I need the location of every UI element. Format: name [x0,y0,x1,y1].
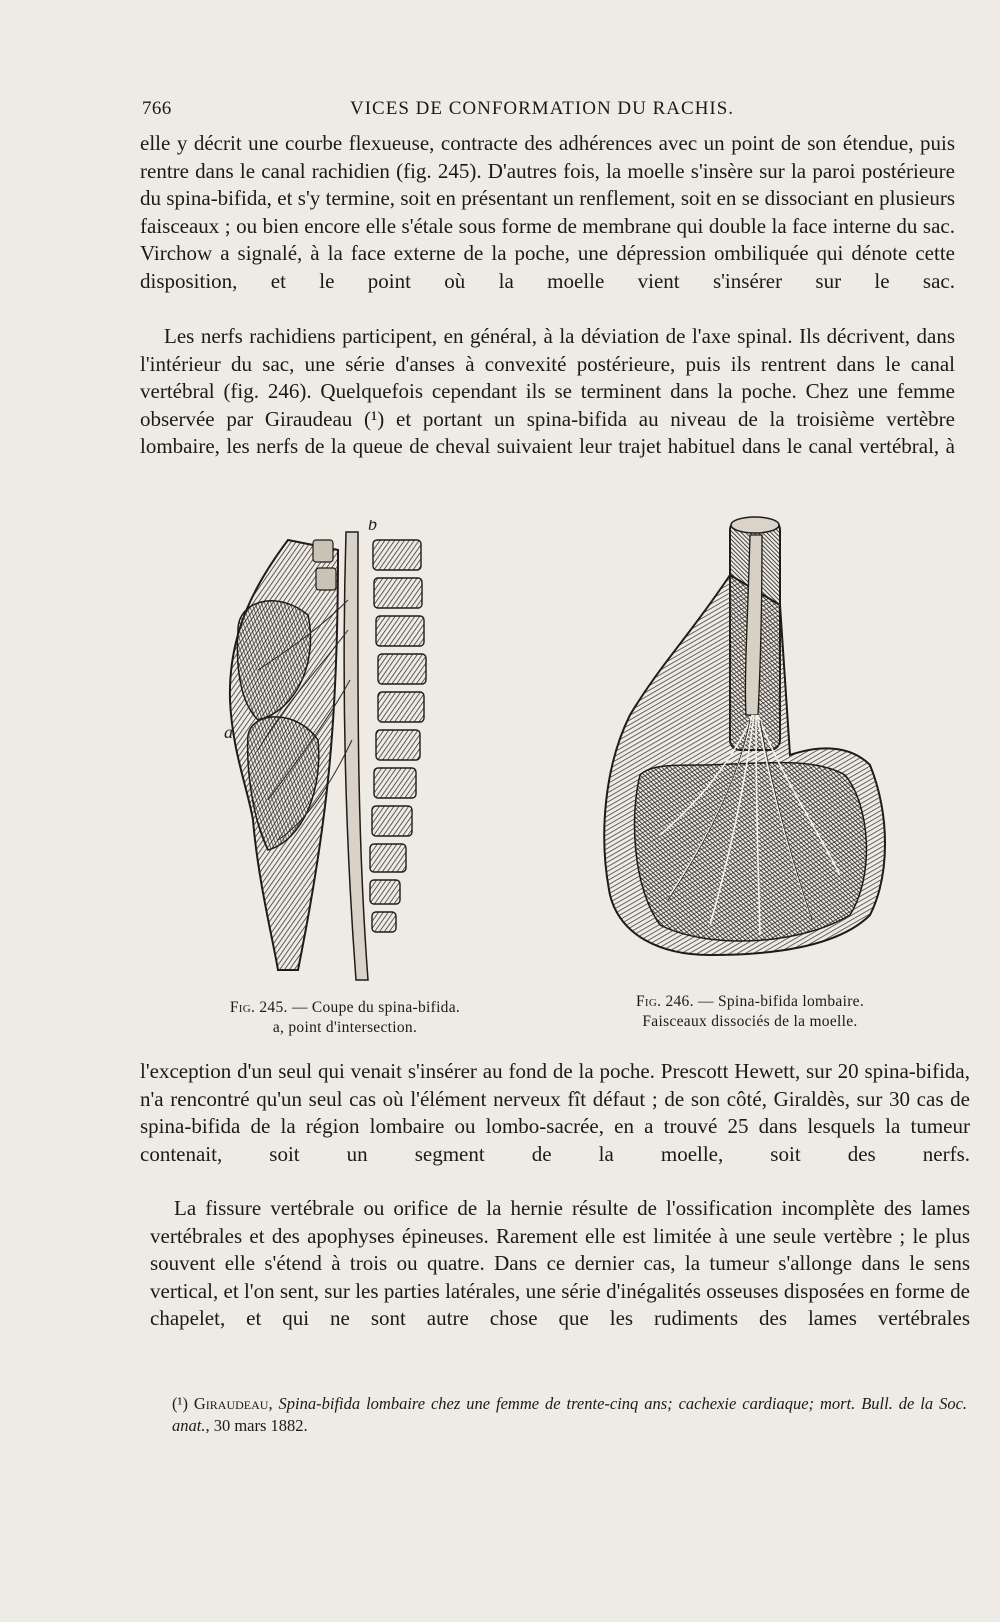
figure-246-caption-text: — Spina-bifida lombaire. [697,993,865,1010]
paragraph-4: La fissure vertébrale ou orifice de la hernie résulte de l'ossification incomplète des lames vertébrales et des apophyses épineuses. Rarement elle est limitée à une seule vertèbre ; le plus souvent elle s'étend à trois ou quatre. Dans ce dernier cas, la tumeur s'allonge dans le sens vertical, et l'on sent, sur les parties latérales, une série d'inégalités osseuses disposées en forme de chapelet, et qui ne sont autre chose que les rudiments des lames vertébrales [150,1196,970,1331]
figure-245-caption-line1 [200,998,490,1018]
lumbar-spina-bifida-drawing [600,515,900,980]
figure-245-caption [200,998,490,1038]
figure-246-illustration [600,515,900,980]
footnote-title: Spina-bifida lombaire chez une femme de trente-cinq ans; cachexie cardiaque; mort. Bull. de la Soc. anat., [172,1394,968,1435]
figure-245-caption-line2: a, point d'intersection. [272,1019,418,1036]
paragraph-2: Les nerfs rachidiens participent, en général, à la déviation de l'axe spinal. Ils décrivent, dans l'intérieur du sac, une série d'anses à convexité postérieure, puis ils rentrent dans le canal vertébral (fig. 246). Quelquefois cependant ils se terminent dans la poche. Chez une femme observée par Giraudeau (¹) et portant un spina-bifida au niveau de la troisième vertèbre lombaire, les nerfs de la queue de cheval suivaient leur trajet habituel dans le canal vertébral, à [140,324,955,459]
figure-246-number: Fig. 246. [635,993,694,1010]
running-title: VICES DE CONFORMATION DU RACHIS. [350,98,735,119]
figure-246-caption-line2: Faisceaux dissociés de la moelle. [642,1013,858,1030]
paragraph-1: elle y décrit une courbe flexueuse, contracte des adhérences avec un point de son étendue, puis rentre dans le canal rachidien (fig. 245). D'autres fois, la moelle s'insère sur la paroi postérieure du spina-bifida, et s'y termine, soit en présentant un renflement, soit en se dissociant en plusieurs faisceaux ; ou bien encore elle s'étale sous forme de membrane qui double la face interne du sac. Virchow a signalé, à la face externe de la poche, une dépression ombiliquée qui dénote cette disposition, et le point où la moelle vient s'insérer sur le sac. [140,131,955,293]
footnote-date: 30 mars 1882. [213,1416,308,1435]
figure-245-label-a: a [224,722,233,742]
footnote [172,1393,967,1437]
figure-245-illustration [218,520,458,990]
figure-245-number: Fig. 245. [229,999,288,1016]
page-number: 766 [142,98,172,119]
figure-246-caption-line1 [600,992,900,1012]
footnote-author: Giraudeau, [193,1394,273,1413]
figure-245-caption-text: — Coupe du spina-bifida. [291,999,461,1016]
page-header [142,98,962,124]
footnote-marker: (¹) [172,1394,188,1413]
spina-bifida-section-drawing [218,520,458,990]
figure-245-label-b: b [368,520,377,534]
paragraph-3: l'exception d'un seul qui venait s'insérer au fond de la poche. Prescott Hewett, sur 20 spina-bifida, n'a rencontré qu'un seul cas où l'élément nerveux fît défaut ; de son côté, Giraldès, sur 30 cas de spina-bifida de la région lombaire ou lombo-sacrée, en a trouvé 25 dans lesquels la tumeur contenait, soit un segment de la moelle, soit des nerfs. [140,1059,970,1166]
figure-246-caption [600,992,900,1032]
